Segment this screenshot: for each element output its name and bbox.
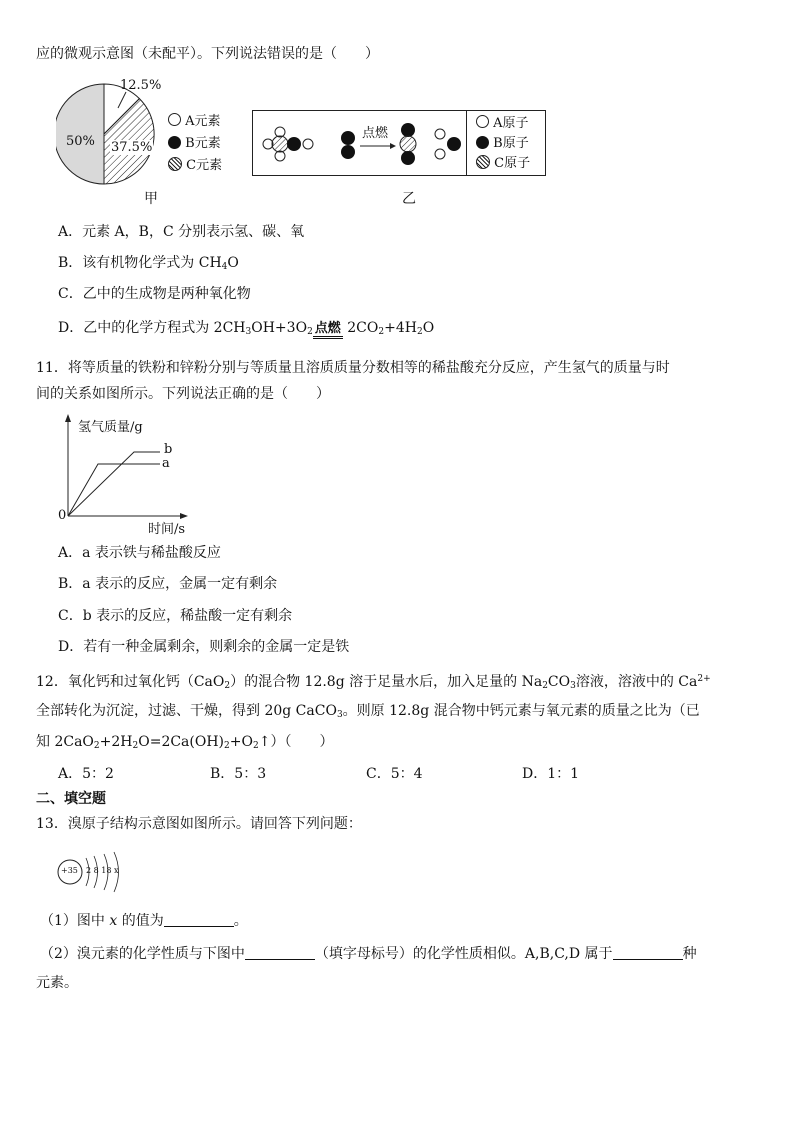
ignite-condition: 点燃 bbox=[313, 322, 343, 339]
chart-ylabel: 氢气质量/g bbox=[78, 420, 143, 435]
q13-sub2: （2）溴元素的化学性质与下图中 （填字母标号）的化学性质相似。A,B,C,D 属于 种 bbox=[40, 946, 697, 962]
q11-option-c: C．b 表示的反应，稀盐酸一定有剩余 bbox=[58, 608, 293, 624]
q12-option-b: B．5：3 bbox=[210, 766, 267, 782]
q12-option-d: D．1：1 bbox=[522, 766, 580, 782]
q11-line1: 11．将等质量的铁粉和锌粉分别与等质量且溶质质量分数相等的稀盐酸充分反应，产生氢气的质量与时 bbox=[36, 360, 670, 376]
white-circle-icon bbox=[476, 115, 489, 128]
atom-shells: 2 8 18 x bbox=[86, 866, 119, 875]
atom-legend-c: C原子 bbox=[476, 152, 530, 171]
q11-option-b: B．a 表示的反应，金属一定有剩余 bbox=[58, 576, 278, 592]
section-title: 二、填空题 bbox=[36, 791, 106, 807]
q11-option-a: A．a 表示铁与稀盐酸反应 bbox=[58, 545, 221, 561]
q11-line2: 间的关系如图所示。下列说法正确的是（ ） bbox=[36, 386, 330, 402]
series-a-label: a bbox=[162, 456, 170, 471]
reaction-arrow-label: 点燃 bbox=[362, 126, 389, 141]
oxygen-molecule bbox=[341, 131, 355, 159]
pie-legend-c: C元素 bbox=[168, 154, 222, 173]
q10-option-a: A．元素 A，B，C 分别表示氢、碳、氧 bbox=[58, 224, 305, 240]
pie-caption: 甲 bbox=[144, 191, 158, 207]
q12-line3: 知 $2CaO_2+2H_2O=2Ca(OH)_2+O_2↑$）（ ） bbox=[36, 734, 334, 751]
pie-legend-a: A元素 bbox=[168, 110, 221, 129]
reaction-legend-divider bbox=[466, 110, 467, 176]
q12-option-a: A．5：2 bbox=[58, 766, 114, 782]
atom-nucleus: +35 bbox=[61, 866, 78, 875]
q12-line2: 全部转化为沉淀，过滤、干燥，得到 20g CaCO$_3$。则原 12.8g 混合物中钙元素与氧元素的质量之比为（已 bbox=[36, 703, 700, 720]
reaction-molecules bbox=[252, 110, 466, 176]
methanol-molecule bbox=[263, 127, 313, 161]
answer-blank-1[interactable] bbox=[164, 912, 234, 927]
pie-label-37: 37.5% bbox=[111, 140, 153, 155]
pie-label-50: 50% bbox=[66, 134, 95, 149]
q13-sub1: （1）图中 x 的值为 。 bbox=[40, 913, 248, 929]
hatched-circle-icon bbox=[476, 155, 490, 169]
black-circle-icon bbox=[168, 136, 181, 149]
series-b-line bbox=[68, 452, 160, 516]
hatched-circle-icon bbox=[168, 157, 182, 171]
co2-molecule bbox=[400, 123, 416, 165]
q12-line1: 12．氧化钙和过氧化钙（CaO$_2$）的混合物 12.8g 溶于足量水后，加入足量的 $Na_2CO_3$溶液，溶液中的 $Ca^{2+}$ bbox=[36, 674, 711, 691]
q10-intro: 应的微观示意图（未配平）。下列说法错误的是（ ） bbox=[36, 46, 379, 62]
white-circle-icon bbox=[168, 113, 181, 126]
atom-legend-a: A原子 bbox=[476, 112, 529, 131]
q13-intro: 13．溴原子结构示意图如图所示。请回答下列问题： bbox=[36, 816, 362, 832]
answer-blank-2[interactable] bbox=[245, 945, 315, 960]
pie-label-12: 12.5% bbox=[120, 78, 162, 93]
reaction-caption: 乙 bbox=[402, 191, 416, 207]
q12-option-c: C．5：4 bbox=[366, 766, 423, 782]
q10-option-b: B．该有机物化学式为 $CH_4O$ bbox=[58, 255, 239, 272]
q11-option-d: D．若有一种金属剩余，则剩余的金属一定是铁 bbox=[58, 639, 350, 655]
answer-blank-3[interactable] bbox=[613, 945, 683, 960]
q10-option-d: D．乙中的化学方程式为 $2CH_3OH+3O_2$ 点燃 $2CO_2+4H_2O$ bbox=[58, 320, 435, 337]
q10-option-c: C．乙中的生成物是两种氧化物 bbox=[58, 286, 251, 302]
atom-legend-b: B原子 bbox=[476, 132, 529, 151]
chart-origin: 0 bbox=[58, 508, 67, 523]
pie-legend-b: B元素 bbox=[168, 132, 221, 151]
chart-xlabel: 时间/s bbox=[148, 522, 186, 537]
water-molecule bbox=[435, 129, 461, 159]
black-circle-icon bbox=[476, 136, 489, 149]
q13-sub2-line2: 元素。 bbox=[36, 975, 78, 991]
series-b-label: b bbox=[164, 442, 173, 457]
